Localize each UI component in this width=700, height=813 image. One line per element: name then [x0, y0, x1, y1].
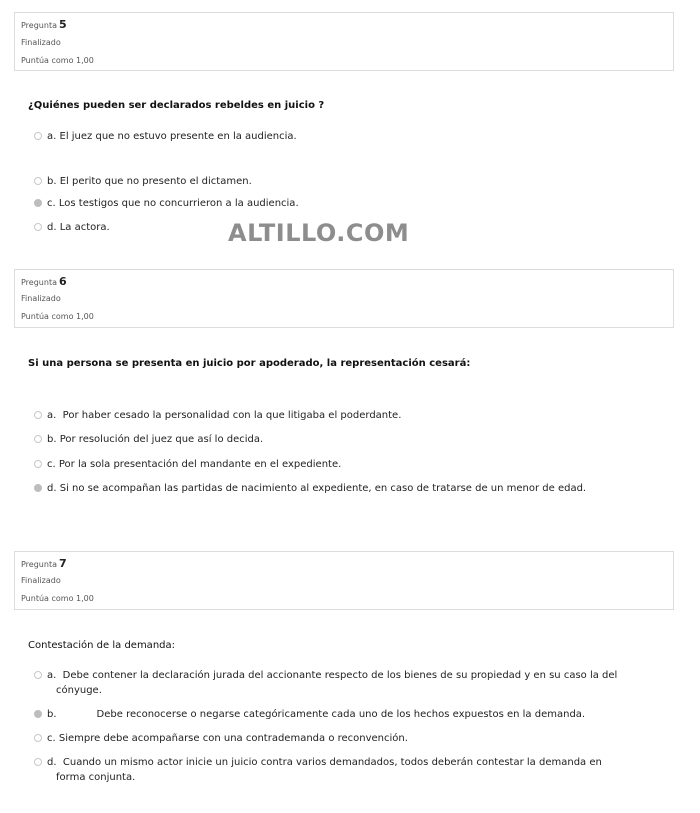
option-letter: c.	[47, 198, 56, 209]
option-letter: d.	[47, 483, 57, 494]
option-6c[interactable]	[34, 457, 341, 472]
radio-icon[interactable]	[34, 671, 42, 679]
radio-icon[interactable]	[34, 177, 42, 185]
radio-icon[interactable]	[34, 435, 42, 443]
option-label-continued: forma conjunta.	[56, 772, 136, 783]
option-6b[interactable]	[34, 432, 263, 447]
option-7a[interactable]	[34, 668, 617, 698]
option-label: Por la sola presentación del mandante en el expediente.	[58, 459, 342, 470]
option-letter: a.	[47, 410, 57, 421]
question-text-6: Si una persona se presenta en juicio por apoderado, la representación cesará:	[28, 358, 471, 369]
question-prefix: Pregunta	[21, 560, 57, 569]
option-label: Siempre debe acompañarse con una contrademanda o reconvención.	[58, 733, 408, 744]
radio-icon[interactable]	[34, 758, 42, 766]
option-5c[interactable]	[34, 196, 299, 211]
option-letter: c.	[47, 459, 56, 470]
option-label: Si no se acompañan las partidas de nacimiento al expediente, en caso de tratarse de un menor de edad.	[59, 483, 587, 494]
question-score: Puntúa como 1,00	[21, 594, 94, 603]
option-label: Los testigos que no concurrieron a la audiencia.	[58, 198, 299, 209]
option-letter: c.	[47, 733, 56, 744]
question-info-box-7	[14, 551, 674, 610]
question-score: Puntúa como 1,00	[21, 56, 94, 65]
option-label: Debe contener la declaración jurada del accionante respecto de los bienes de su propiedad y en su caso la del	[62, 670, 618, 681]
question-text-7: Contestación de la demanda:	[28, 640, 175, 651]
question-info-box-6	[14, 269, 674, 328]
question-status: Finalizado	[21, 38, 61, 47]
radio-icon[interactable]	[34, 223, 42, 231]
question-number-label	[21, 275, 67, 288]
question-prefix: Pregunta	[21, 278, 57, 287]
question-info-box-5	[14, 12, 674, 71]
option-letter: a.	[47, 131, 57, 142]
option-7c[interactable]	[34, 731, 408, 746]
watermark: ALTILLO.COM	[228, 219, 410, 247]
option-letter: d.	[47, 222, 57, 233]
option-label: La actora.	[59, 222, 110, 233]
option-letter: a.	[47, 670, 57, 681]
option-5a[interactable]	[34, 129, 297, 144]
question-number: 7	[58, 557, 67, 570]
option-7d[interactable]	[34, 755, 602, 785]
option-letter: b.	[47, 709, 57, 720]
question-number-label	[21, 557, 67, 570]
option-letter: b.	[47, 434, 57, 445]
radio-icon[interactable]	[34, 710, 42, 718]
option-6a[interactable]	[34, 408, 401, 423]
question-number-label	[21, 18, 67, 31]
question-number: 5	[58, 18, 67, 31]
question-prefix: Pregunta	[21, 21, 57, 30]
question-status: Finalizado	[21, 576, 61, 585]
option-label: El juez que no estuvo presente en la audiencia.	[59, 131, 297, 142]
radio-icon[interactable]	[34, 132, 42, 140]
option-letter: d.	[47, 757, 57, 768]
question-number: 6	[58, 275, 67, 288]
radio-icon[interactable]	[34, 734, 42, 742]
option-label: Por haber cesado la personalidad con la que litigaba el poderdante.	[62, 410, 402, 421]
option-label: Cuando un mismo actor inicie un juicio contra varios demandados, todos deberán contestar la demanda en	[62, 757, 602, 768]
option-letter: b.	[47, 176, 57, 187]
option-5b[interactable]	[34, 174, 252, 189]
radio-icon[interactable]	[34, 460, 42, 468]
option-label: Debe reconocerse o negarse categóricamente cada uno de los hechos expuestos en la demanda.	[96, 709, 586, 720]
radio-icon[interactable]	[34, 411, 42, 419]
option-7b[interactable]	[34, 707, 585, 722]
question-score: Puntúa como 1,00	[21, 312, 94, 321]
option-label-continued: cónyuge.	[56, 685, 102, 696]
option-label: El perito que no presento el dictamen.	[59, 176, 252, 187]
option-6d[interactable]	[34, 481, 586, 496]
option-5d[interactable]	[34, 220, 110, 235]
question-status: Finalizado	[21, 294, 61, 303]
question-text-5: ¿Quiénes pueden ser declarados rebeldes en juicio ?	[28, 100, 325, 111]
option-label: Por resolución del juez que así lo decida.	[59, 434, 264, 445]
radio-icon[interactable]	[34, 199, 42, 207]
radio-icon[interactable]	[34, 484, 42, 492]
